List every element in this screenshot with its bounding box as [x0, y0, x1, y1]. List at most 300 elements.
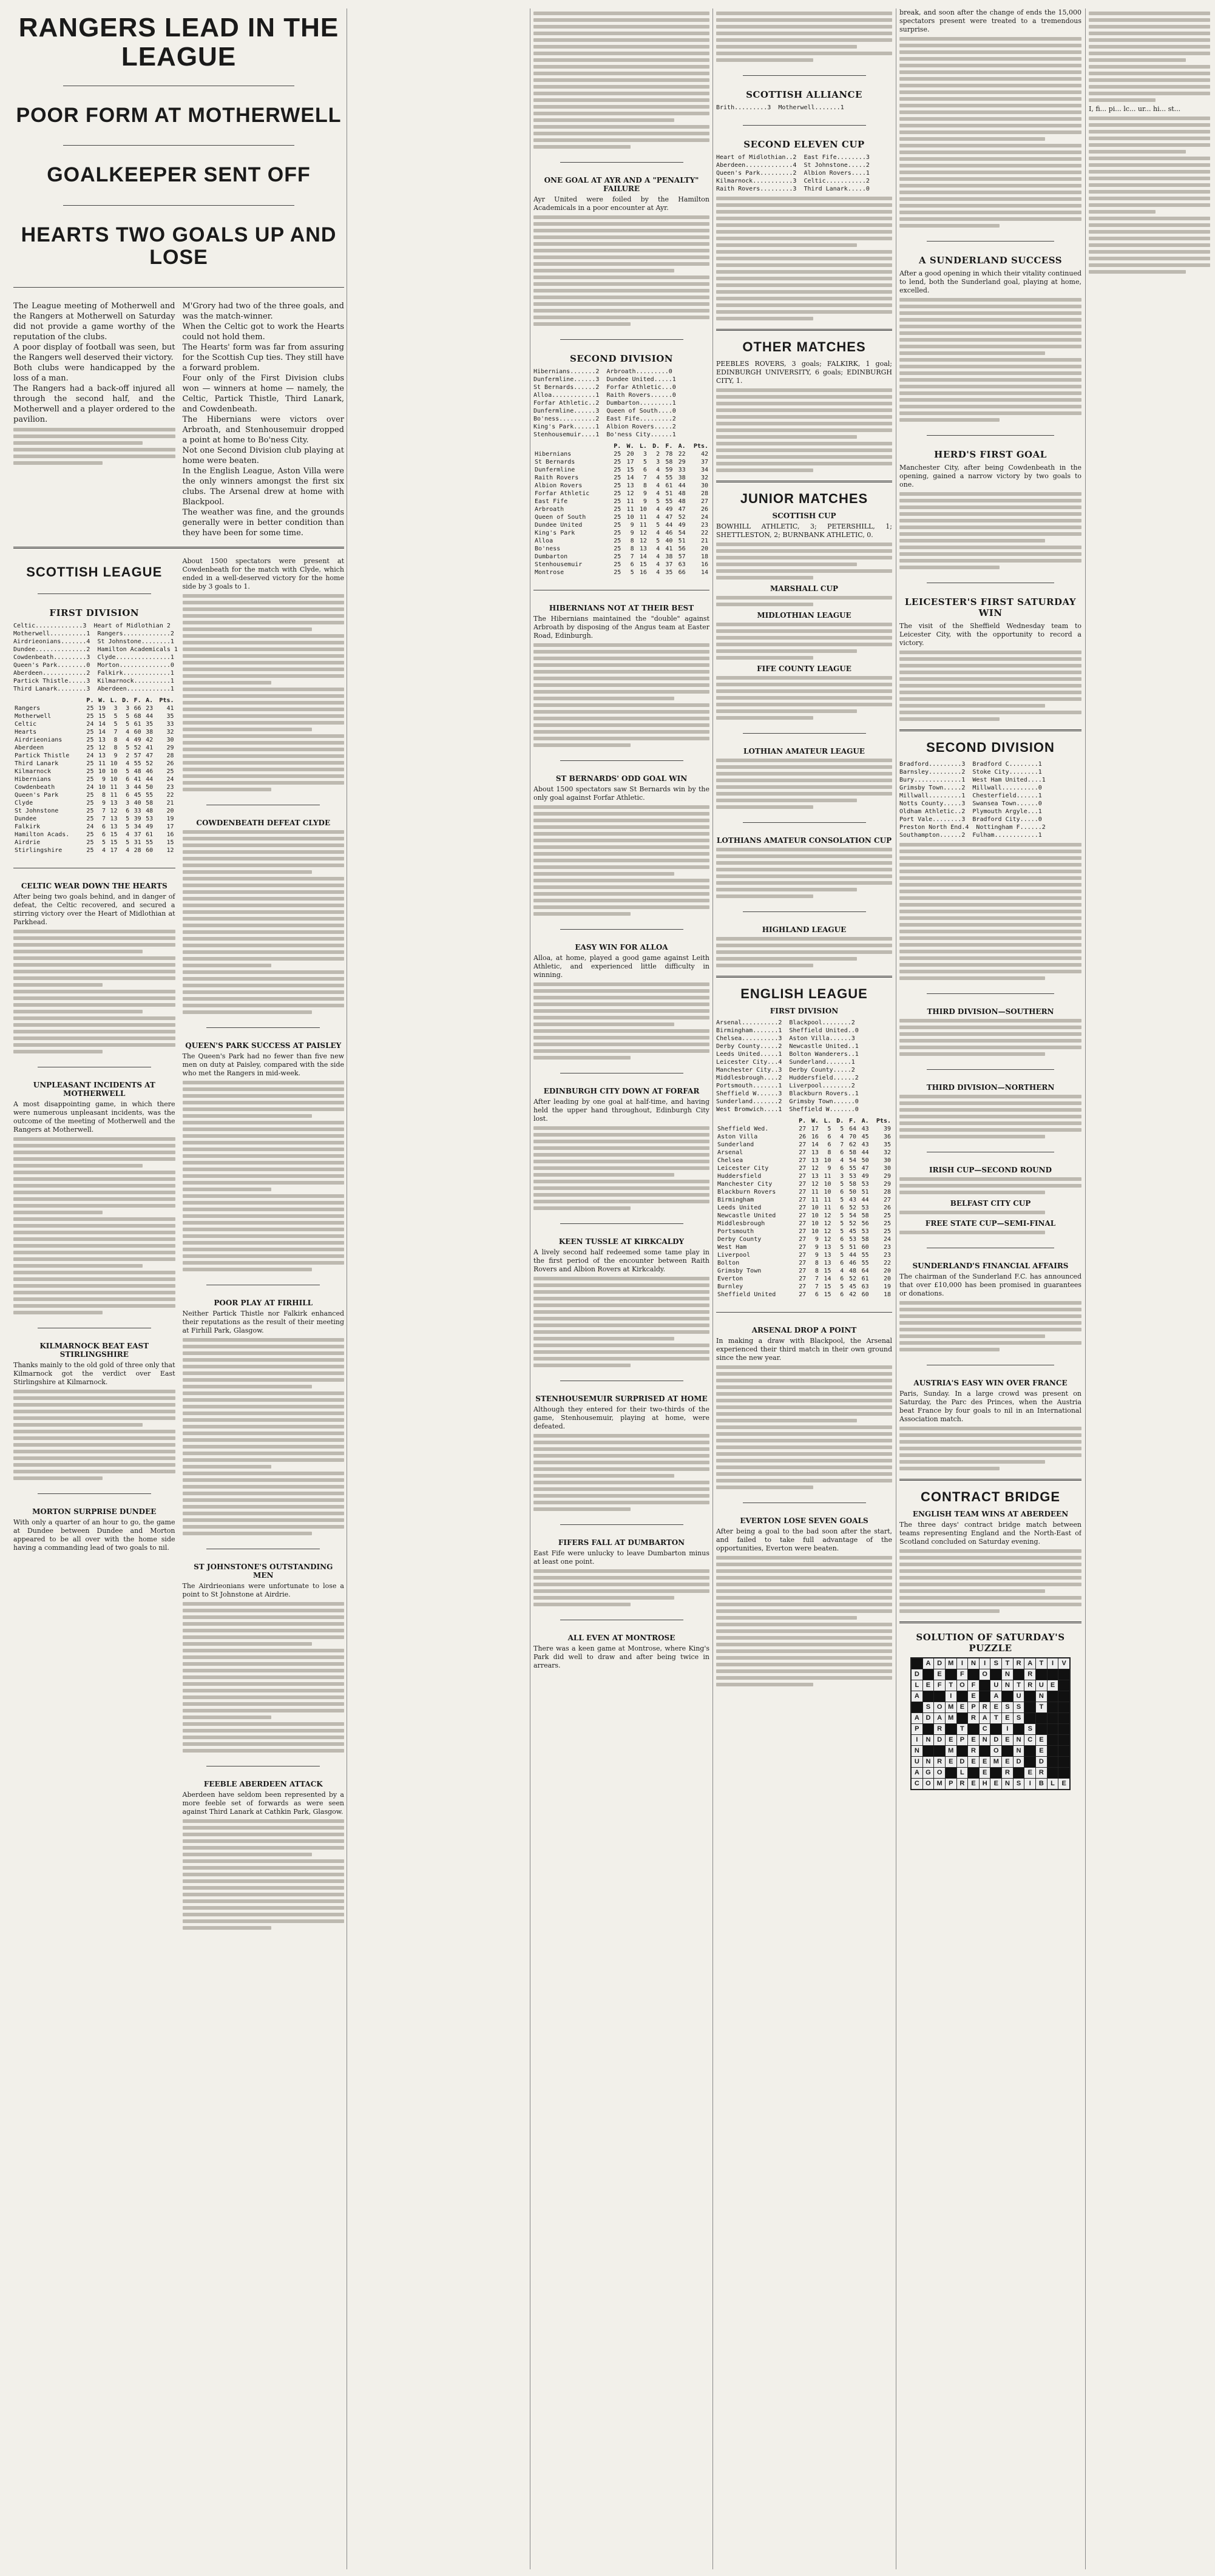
stat-cell: 32	[883, 1149, 891, 1156]
stat-cell: 25	[614, 569, 621, 576]
stat-cell: 3	[113, 705, 118, 712]
stat-cell: 27	[883, 1197, 891, 1203]
puzzle-letter-cell: N	[1002, 1779, 1013, 1789]
stat-cell: 39	[883, 1126, 891, 1132]
table-row	[13, 799, 175, 807]
stat-cell: 25	[86, 729, 94, 736]
puzzle-black-cell	[1024, 1691, 1035, 1702]
column-header: W.	[811, 1118, 819, 1124]
stat-cell: 53	[146, 816, 154, 823]
puzzle-letter-cell: N	[1002, 1669, 1013, 1680]
table-row	[716, 1212, 892, 1220]
table-row	[533, 466, 709, 474]
puzzle-black-cell	[1036, 1713, 1047, 1723]
column-header: D.	[652, 443, 660, 450]
puzzle-black-cell	[1047, 1724, 1058, 1734]
table-row	[13, 720, 175, 728]
puzzle-black-cell	[1058, 1669, 1069, 1680]
team-name-cell: Stenhousemuir	[535, 561, 583, 568]
table-row	[533, 482, 709, 490]
puzzle-black-cell	[990, 1768, 1001, 1778]
stat-cell: 68	[134, 713, 141, 720]
stat-cell: 44	[146, 776, 154, 783]
stat-cell: 14	[626, 475, 634, 481]
team-name-cell: Grimsby Town	[717, 1268, 762, 1274]
result-line: Southampton......2 Fulham............1	[899, 832, 1042, 839]
stat-cell: 27	[799, 1141, 807, 1148]
stat-cell: 41	[166, 705, 174, 712]
column-header	[13, 697, 83, 705]
stat-cell: 25	[86, 713, 94, 720]
stat-cell: 16	[811, 1134, 819, 1140]
result-line: Portsmouth.......1 Liverpool........2	[716, 1083, 855, 1089]
stat-cell: 17	[110, 847, 118, 854]
stat-cell: 5	[840, 1197, 844, 1203]
table-header-row	[533, 442, 709, 450]
result-line: Derby County.....2 Newcastle United..1	[716, 1043, 859, 1050]
stat-cell: 57	[134, 752, 141, 760]
team-name-cell: Newcastle United	[717, 1212, 776, 1219]
stat-cell: 14	[98, 729, 106, 736]
puzzle-letter-cell: A	[980, 1713, 990, 1723]
result-line: Kilmarnock...........3 Celtic...........2	[716, 178, 870, 184]
table-row	[716, 1165, 892, 1172]
stat-cell: 7	[814, 1276, 819, 1282]
puzzle-black-cell	[923, 1669, 934, 1680]
puzzle-letter-cell: O	[980, 1669, 990, 1680]
stat-cell: 4	[840, 1268, 844, 1274]
league-table	[13, 697, 175, 854]
result-line: Bradford.........3 Bradford C........1	[899, 761, 1042, 768]
story-headline: COWDENBEATH DEFEAT CLYDE	[196, 819, 331, 828]
stat-cell: 11	[811, 1197, 819, 1203]
puzzle-letter-cell: E	[968, 1779, 979, 1789]
stat-cell: 2	[656, 451, 660, 458]
stat-cell: 5	[643, 459, 647, 465]
stat-cell: 29	[883, 1173, 891, 1180]
result-line: Notts County.....3 Swansea Town......0	[899, 800, 1042, 807]
section-subtitle: LOTHIANS AMATEUR CONSOLATION CUP	[716, 836, 892, 845]
stat-cell: 14	[824, 1276, 831, 1282]
result-line: Motherwell..........1 Rangers.............2	[13, 630, 174, 638]
puzzle-letter-cell: R	[934, 1724, 945, 1734]
story-paragraph: A lively second half redeemed some tame play in the first period of the encounter between Raith Rovers and Albion Rovers at Kirkcaldy.	[533, 1248, 709, 1273]
puzzle-letter-cell: I	[957, 1658, 968, 1669]
stat-cell: 6	[630, 561, 634, 568]
table-row	[716, 1283, 892, 1291]
stat-cell: 25	[614, 522, 621, 529]
lead-paragraph: The weather was fine, and the grounds generally were in better condition than they have been for some time.	[182, 508, 344, 538]
puzzle-black-cell	[946, 1669, 956, 1680]
stat-cell: 5	[656, 498, 660, 505]
stat-cell: 55	[665, 498, 673, 505]
stat-cell: 6	[101, 831, 106, 839]
stat-cell: 10	[98, 784, 106, 791]
stat-cell: 61	[146, 831, 154, 839]
section-title: CONTRACT BRIDGE	[920, 1489, 1061, 1504]
result-line: Stenhousemuir....1 Bo'ness City......1	[533, 431, 676, 438]
stat-cell: 27	[799, 1173, 807, 1180]
puzzle-letter-cell: L	[912, 1680, 922, 1691]
stat-cell: 25	[86, 745, 94, 752]
puzzle-black-cell	[1047, 1702, 1058, 1712]
stat-cell: 6	[840, 1149, 844, 1156]
result-line: Cowdenbeath.........3 Clyde...............1	[13, 654, 174, 661]
puzzle-black-cell	[1058, 1702, 1069, 1712]
stat-cell: 44	[848, 1252, 856, 1259]
column-header: F.	[665, 443, 673, 450]
stat-cell: 7	[101, 816, 106, 823]
puzzle-letter-cell: D	[934, 1735, 945, 1745]
puzzle-letter-cell: I	[980, 1658, 990, 1669]
stat-cell: 15	[166, 839, 174, 847]
puzzle-letter-cell: R	[957, 1779, 968, 1789]
stat-cell: 3	[126, 784, 130, 791]
puzzle-black-cell	[1036, 1669, 1047, 1680]
stat-cell: 11	[824, 1205, 831, 1211]
team-name-cell: Dumbarton	[535, 553, 568, 560]
table-row	[716, 1133, 892, 1141]
puzzle-letter-cell: T	[1014, 1680, 1024, 1691]
stat-cell: 48	[678, 498, 686, 505]
puzzle-black-cell	[968, 1768, 979, 1778]
division-title: THIRD DIVISION—SOUTHERN	[927, 1007, 1054, 1016]
stat-cell: 49	[665, 506, 673, 513]
puzzle-black-cell	[990, 1724, 1001, 1734]
stat-cell: 37	[700, 459, 708, 465]
puzzle-black-cell	[1002, 1746, 1013, 1756]
stat-cell: 27	[799, 1276, 807, 1282]
puzzle-letter-cell: N	[968, 1658, 979, 1669]
stat-cell: 12	[110, 808, 118, 815]
stat-cell: 64	[848, 1126, 856, 1132]
stat-cell: 43	[861, 1141, 869, 1148]
table-row	[533, 529, 709, 537]
stat-cell: 52	[848, 1205, 856, 1211]
table-row	[716, 1172, 892, 1180]
puzzle-black-cell	[1047, 1691, 1058, 1702]
stat-cell: 44	[861, 1149, 869, 1156]
story-paragraph: After a good opening in which their vitality continued to lend, both the Sunderland goal, playing at home, excelled.	[899, 269, 1081, 294]
puzzle-letter-cell: T	[1036, 1658, 1047, 1669]
puzzle-black-cell	[1014, 1669, 1024, 1680]
stat-cell: 42	[700, 451, 708, 458]
stat-cell: 6	[126, 808, 130, 815]
stat-cell: 15	[639, 561, 647, 568]
result-line: Port Vale........3 Bradford City.....0	[899, 816, 1042, 823]
stat-cell: 25	[86, 831, 94, 839]
table-header-row	[716, 1117, 892, 1125]
result-line: Bury.............1 West Ham United....1	[899, 777, 1046, 783]
section-subtitle: MIDLOTHIAN LEAGUE	[757, 611, 851, 620]
team-name-cell: Dunfermline	[535, 467, 575, 473]
stat-cell: 8	[814, 1268, 819, 1274]
stat-cell: 4	[656, 569, 660, 576]
table-row	[716, 1141, 892, 1149]
stat-cell: 25	[883, 1212, 891, 1219]
story-paragraph: Alloa, at home, played a good game against Leith Athletic, and experienced little difficulty in winning.	[533, 954, 709, 979]
result-line: Heart of Midlothian..2 East Fife........3	[716, 154, 870, 161]
stat-cell: 45	[861, 1134, 869, 1140]
result-line: King's Park......1 Albion Rovers.....2	[533, 424, 676, 430]
stat-cell: 4	[126, 760, 130, 768]
puzzle-letter-cell: L	[957, 1768, 968, 1778]
result-line: Preston North End.4 Nottingham F......2	[899, 824, 1046, 831]
puzzle-letter-cell: H	[980, 1779, 990, 1789]
stat-cell: 27	[799, 1212, 807, 1219]
puzzle-letter-cell: C	[980, 1724, 990, 1734]
stat-cell: 3	[840, 1173, 844, 1180]
stat-cell: 48	[134, 768, 141, 776]
puzzle-letter-cell: M	[946, 1713, 956, 1723]
stat-cell: 24	[700, 514, 708, 521]
puzzle-black-cell	[968, 1724, 979, 1734]
stat-cell: 22	[166, 792, 174, 799]
table-row	[716, 1196, 892, 1204]
stat-cell: 43	[848, 1197, 856, 1203]
stat-cell: 11	[824, 1197, 831, 1203]
stat-cell: 13	[110, 823, 118, 831]
team-name-cell: Leicester City	[717, 1165, 769, 1172]
stat-cell: 5	[126, 745, 130, 752]
stat-cell: 3	[643, 451, 647, 458]
stat-cell: 45	[848, 1228, 856, 1235]
stat-cell: 4	[656, 530, 660, 536]
puzzle-letter-cell: E	[1036, 1746, 1047, 1756]
crossword-solution-grid	[910, 1657, 1071, 1790]
stat-cell: 15	[626, 467, 634, 473]
stat-cell: 56	[861, 1220, 869, 1227]
team-name-cell: Hibernians	[15, 776, 52, 783]
stat-cell: 5	[840, 1252, 844, 1259]
stat-cell: 10	[824, 1157, 831, 1164]
puzzle-letter-cell: F	[968, 1680, 979, 1691]
stat-cell: 49	[678, 522, 686, 529]
division-title: SECOND DIVISION	[926, 740, 1055, 755]
stat-cell: 61	[665, 482, 673, 489]
stat-cell: 9	[630, 522, 634, 529]
deck-2: GOALKEEPER SENT OFF	[47, 163, 311, 187]
puzzle-letter-cell: I	[1047, 1658, 1058, 1669]
puzzle-letter-cell: E	[1002, 1713, 1013, 1723]
stat-cell: 4	[126, 737, 130, 744]
stat-cell: 23	[166, 784, 174, 791]
team-name-cell: Arbroath	[535, 506, 564, 513]
puzzle-letter-cell: S	[1014, 1779, 1024, 1789]
team-name-cell: Airdrieonians	[15, 737, 63, 744]
stat-cell: 78	[665, 451, 673, 458]
stat-cell: 15	[110, 831, 118, 839]
team-name-cell: Kilmarnock	[15, 768, 52, 776]
result-line: Leicester City...4 Sunderland.......1	[716, 1059, 855, 1066]
result-line: Forfar Athletic..2 Dumbarton.........1	[533, 400, 676, 407]
puzzle-black-cell	[923, 1724, 934, 1734]
stat-cell: 23	[883, 1252, 891, 1259]
puzzle-black-cell	[1047, 1746, 1058, 1756]
stat-cell: 23	[146, 705, 154, 712]
story-paragraph: BOWHILL ATHLETIC, 3; PETERSHILL, 1; SHETTLESTON, 2; BURNBANK ATHLETIC, 0.	[716, 522, 892, 539]
stat-cell: 28	[166, 752, 174, 760]
stat-cell: 27	[799, 1205, 807, 1211]
stat-cell: 8	[113, 745, 118, 752]
table-row	[13, 783, 175, 791]
stat-cell: 27	[799, 1244, 807, 1251]
table-row	[716, 1267, 892, 1275]
puzzle-letter-cell: U	[990, 1680, 1001, 1691]
stat-cell: 58	[848, 1181, 856, 1188]
stat-cell: 4	[840, 1134, 844, 1140]
stat-cell: 21	[166, 800, 174, 807]
stat-cell: 25	[86, 768, 94, 776]
stat-cell: 44	[678, 482, 686, 489]
story-headline: FEEBLE ABERDEEN ATTACK	[203, 1780, 323, 1789]
stat-cell: 12	[166, 847, 174, 854]
puzzle-letter-cell: E	[1036, 1735, 1047, 1745]
stat-cell: 40	[665, 538, 673, 544]
story-headline: STENHOUSEMUIR SURPRISED AT HOME	[535, 1394, 708, 1403]
result-line: Sheffield W......3 Blackburn Rovers..1	[716, 1090, 859, 1097]
column-header: Pts.	[159, 697, 174, 705]
lead-paragraph: M'Grory had two of the three goals, and was the match-winner.	[182, 302, 344, 322]
stat-cell: 25	[614, 514, 621, 521]
stat-cell: 25	[86, 816, 94, 823]
puzzle-letter-cell: M	[946, 1702, 956, 1712]
stat-cell: 41	[665, 546, 673, 552]
stat-cell: 27	[700, 498, 708, 505]
division-title: FIRST DIVISION	[770, 1007, 839, 1015]
stat-cell: 13	[824, 1252, 831, 1259]
column-header: D.	[836, 1118, 844, 1124]
column-header	[716, 1117, 794, 1125]
puzzle-letter-cell: T	[1002, 1658, 1013, 1669]
team-name-cell: Airdrie	[15, 839, 41, 847]
table-row	[13, 760, 175, 768]
stat-cell: 11	[626, 506, 634, 513]
story-headline: CELTIC WEAR DOWN THE HEARTS	[21, 882, 168, 891]
puzzle-letter-cell: P	[946, 1779, 956, 1789]
stat-cell: 10	[811, 1228, 819, 1235]
stat-cell: 28	[700, 490, 708, 497]
result-line: Brith.........3 Motherwell.......1	[716, 104, 844, 111]
column-header: Pts.	[876, 1118, 891, 1124]
puzzle-letter-cell: E	[1002, 1735, 1013, 1745]
results-list	[716, 1019, 892, 1114]
stat-cell: 30	[700, 482, 708, 489]
puzzle-letter-cell: E	[968, 1757, 979, 1767]
stat-cell: 12	[824, 1212, 831, 1219]
story-headline: FIFERS FALL AT DUMBARTON	[558, 1538, 685, 1547]
table-row	[533, 505, 709, 513]
puzzle-letter-cell: M	[934, 1779, 945, 1789]
stat-cell: 5	[126, 721, 130, 728]
puzzle-black-cell	[1058, 1746, 1069, 1756]
story-paragraph: Manchester City, after being Cowdenbeath in the opening, gained a narrow victory by two goals to one.	[899, 464, 1081, 488]
story-paragraph: East Fife were unlucky to leave Dumbarton minus at least one point.	[533, 1549, 709, 1566]
stat-cell: 27	[799, 1181, 807, 1188]
puzzle-letter-cell: P	[968, 1702, 979, 1712]
stat-cell: 27	[799, 1228, 807, 1235]
team-name-cell: Third Lanark	[15, 760, 59, 768]
story-headline: ENGLISH TEAM WINS AT ABERDEEN	[912, 1510, 1069, 1518]
story-headline: ST BERNARDS' ODD GOAL WIN	[555, 774, 688, 783]
stat-cell: 58	[665, 459, 673, 465]
puzzle-black-cell	[980, 1680, 990, 1691]
stat-cell: 70	[848, 1134, 856, 1140]
stat-cell: 50	[146, 784, 154, 791]
stat-cell: 5	[113, 721, 118, 728]
puzzle-black-cell	[946, 1724, 956, 1734]
table-row	[716, 1204, 892, 1212]
stat-cell: 25	[614, 451, 621, 458]
puzzle-letter-cell: U	[1014, 1691, 1024, 1702]
stat-cell: 5	[840, 1244, 844, 1251]
story-paragraph: After being two goals behind, and in danger of defeat, the Celtic recovered, and secured a stirring victory over the Heart of Midlothian at Parkhead.	[13, 893, 175, 927]
puzzle-letter-cell: M	[946, 1658, 956, 1669]
stat-cell: 6	[827, 1141, 831, 1148]
stat-cell: 8	[113, 737, 118, 744]
stat-cell: 9	[643, 498, 647, 505]
team-name-cell: King's Park	[535, 530, 575, 536]
puzzle-letter-cell: T	[957, 1724, 968, 1734]
stat-cell: 60	[861, 1291, 869, 1298]
puzzle-letter-cell: T	[990, 1713, 1001, 1723]
stat-cell: 59	[665, 467, 673, 473]
stat-cell: 44	[134, 784, 141, 791]
stat-cell: 12	[811, 1181, 819, 1188]
stat-cell: 3	[656, 459, 660, 465]
stat-cell: 5	[840, 1220, 844, 1227]
puzzle-letter-cell: E	[946, 1735, 956, 1745]
story-paragraph: With only a quarter of an hour to go, the game at Dundee between Dundee and Morton appeared to be all over with the home side having a commanding lead of two goals to nil.	[13, 1518, 175, 1552]
story-headline: POOR PLAY AT FIRHILL	[214, 1299, 313, 1308]
stat-cell: 13	[811, 1173, 819, 1180]
puzzle-letter-cell: R	[1024, 1680, 1035, 1691]
puzzle-letter-cell: N	[923, 1757, 934, 1767]
stat-cell: 64	[861, 1268, 869, 1274]
puzzle-letter-cell: S	[1014, 1702, 1024, 1712]
stat-cell: 10	[811, 1212, 819, 1219]
stat-cell: 57	[678, 553, 686, 560]
puzzle-letter-cell: E	[946, 1757, 956, 1767]
stat-cell: 41	[146, 745, 154, 752]
stat-cell: 53	[861, 1205, 869, 1211]
table-row	[533, 458, 709, 466]
team-name-cell: Rangers	[15, 705, 41, 712]
stat-cell: 18	[700, 553, 708, 560]
division-title: SECOND DIVISION	[569, 353, 674, 364]
story-paragraph: The Hibernians maintained the "double" against Arbroath by disposing of the Angus team at Easter Road, Edinburgh.	[533, 615, 709, 640]
puzzle-black-cell	[1058, 1713, 1069, 1723]
stat-cell: 12	[626, 490, 634, 497]
result-line: Queen's Park........0 Morton..............0	[13, 662, 174, 669]
puzzle-letter-cell: E	[934, 1669, 945, 1680]
stat-cell: 15	[824, 1268, 831, 1274]
puzzle-letter-cell: S	[1002, 1702, 1013, 1712]
stat-cell: 24	[883, 1236, 891, 1243]
puzzle-letter-cell: A	[934, 1713, 945, 1723]
column-header: Pts.	[693, 443, 708, 450]
stat-cell: 11	[811, 1189, 819, 1195]
puzzle-letter-cell: D	[923, 1713, 934, 1723]
stat-cell: 63	[861, 1283, 869, 1290]
story-paragraph: About 1500 spectators were present at Cowdenbeath for the match with Clyde, which ended in a well-deserved victory for the home side by 3 goals to 1.	[182, 557, 344, 591]
stat-cell: 6	[126, 776, 130, 783]
section-subtitle: MARSHALL CUP	[770, 584, 838, 593]
table-row	[533, 553, 709, 561]
puzzle-letter-cell: N	[1036, 1691, 1047, 1702]
stat-cell: 5	[656, 522, 660, 529]
story-paragraph: Thanks mainly to the old gold of three only that Kilmarnock got the verdict over East Stirlingshire at Kilmarnock.	[13, 1361, 175, 1387]
